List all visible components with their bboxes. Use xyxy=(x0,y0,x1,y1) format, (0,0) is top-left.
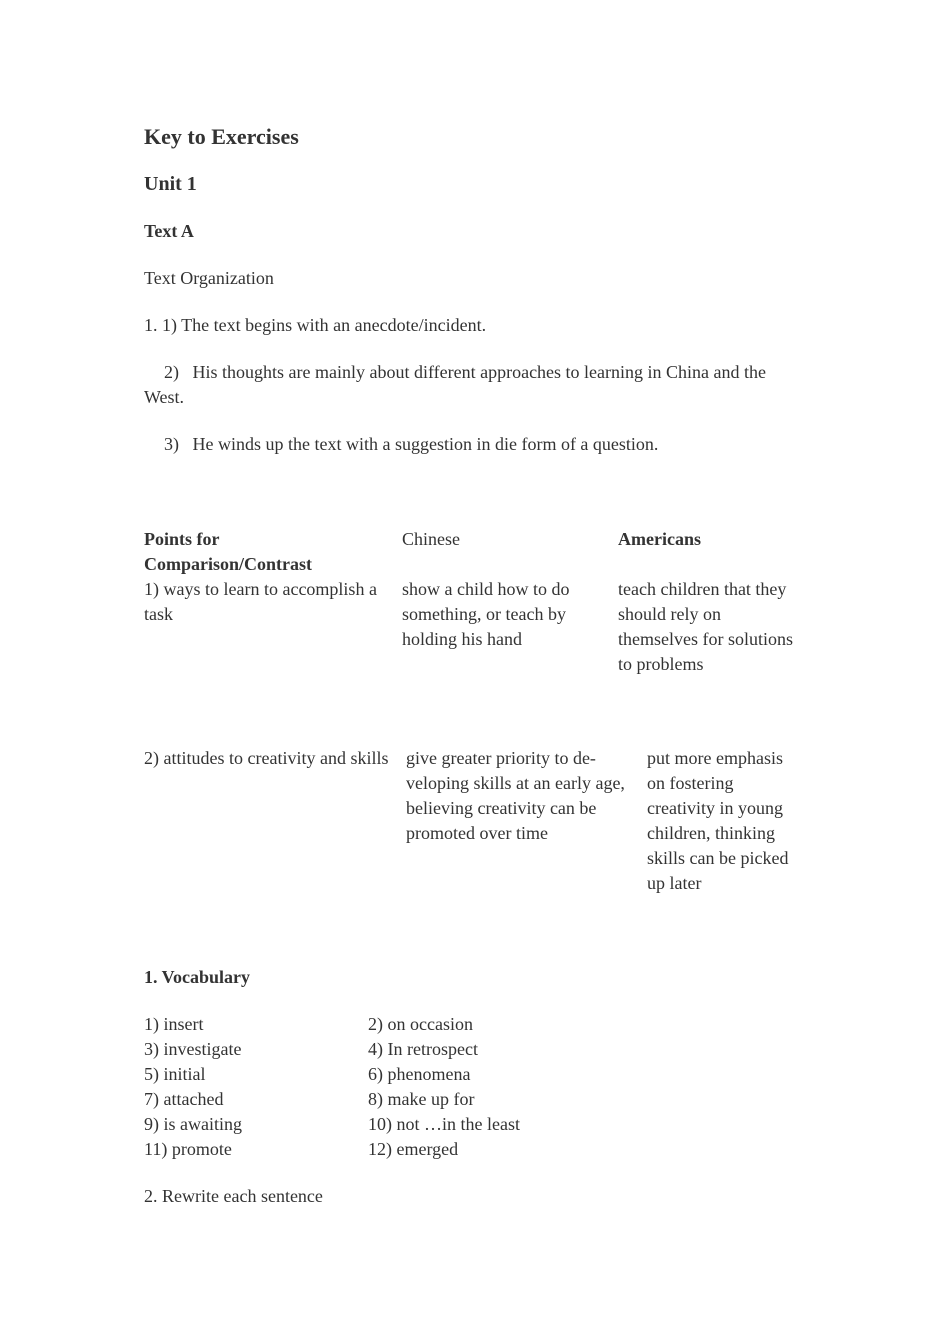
header-line: Points for xyxy=(144,529,220,549)
row2-point xyxy=(144,746,388,771)
section-label: Text Organization xyxy=(144,268,274,288)
text-heading: Text A xyxy=(144,221,194,241)
vocab-answer: 9) is awaiting xyxy=(144,1114,242,1134)
document-title: Key to Exercises xyxy=(144,124,299,149)
cell-line: 1) ways to learn to accomplish a xyxy=(144,579,377,599)
cell-line: veloping skills at an early age, xyxy=(406,773,625,793)
vocab-answer: 2) on occasion xyxy=(368,1014,473,1034)
org-item-3: 3) He winds up the text with a suggestion in die form of a question. xyxy=(164,434,659,454)
row2-americans xyxy=(647,746,788,896)
cell-line: give greater priority to de- xyxy=(406,748,596,768)
rewrite-heading: 2. Rewrite each sentence xyxy=(144,1186,323,1206)
vocab-answer: 10) not …in the least xyxy=(368,1114,520,1134)
row1-americans xyxy=(618,577,793,677)
table-header-chinese: Chinese xyxy=(402,529,460,549)
cell-line: should rely on xyxy=(618,604,721,624)
cell-line: children, thinking xyxy=(647,823,775,843)
cell-line: put more emphasis xyxy=(647,748,783,768)
unit-heading: Unit 1 xyxy=(144,173,197,195)
row2-chinese xyxy=(406,746,625,846)
header-line: Comparison/Contrast xyxy=(144,554,313,574)
cell-line: on fostering xyxy=(647,773,734,793)
vocab-answer: 8) make up for xyxy=(368,1089,475,1109)
cell-line: creativity in young xyxy=(647,798,783,818)
cell-line: task xyxy=(144,604,173,624)
cell-line: believing creativity can be xyxy=(406,798,597,818)
vocab-answer: 6) phenomena xyxy=(368,1064,471,1084)
cell-line: themselves for solutions xyxy=(618,629,793,649)
cell-line: holding his hand xyxy=(402,629,522,649)
org-item-2-cont: West. xyxy=(144,387,185,407)
vocab-answer: 12) emerged xyxy=(368,1139,459,1159)
vocab-answer: 3) investigate xyxy=(144,1039,242,1059)
row1-point xyxy=(144,577,377,627)
cell-line: skills can be picked xyxy=(647,848,789,868)
table-header-point xyxy=(144,527,312,577)
cell-line: promoted over time xyxy=(406,823,548,843)
cell-line: show a child how to do xyxy=(402,579,570,599)
table-header-americans: Americans xyxy=(618,529,701,549)
cell-line: to problems xyxy=(618,654,704,674)
vocab-answer: 4) In retrospect xyxy=(368,1039,478,1059)
cell-line: something, or teach by xyxy=(402,604,566,624)
vocab-answer: 7) attached xyxy=(144,1089,224,1109)
org-item-1: 1. 1) The text begins with an anecdote/incident. xyxy=(144,315,487,335)
cell-line: 2) attitudes to creativity and skills xyxy=(144,748,389,768)
vocab-answer: 11) promote xyxy=(144,1139,232,1159)
row1-chinese xyxy=(402,577,569,652)
vocabulary-heading: 1. Vocabulary xyxy=(144,967,251,987)
cell-line: up later xyxy=(647,873,702,893)
vocab-answer: 5) initial xyxy=(144,1064,206,1084)
vocab-answer: 1) insert xyxy=(144,1014,204,1034)
cell-line: teach children that they xyxy=(618,579,787,599)
org-item-2: 2) His thoughts are mainly about different approaches to learning in China and the xyxy=(164,362,767,382)
